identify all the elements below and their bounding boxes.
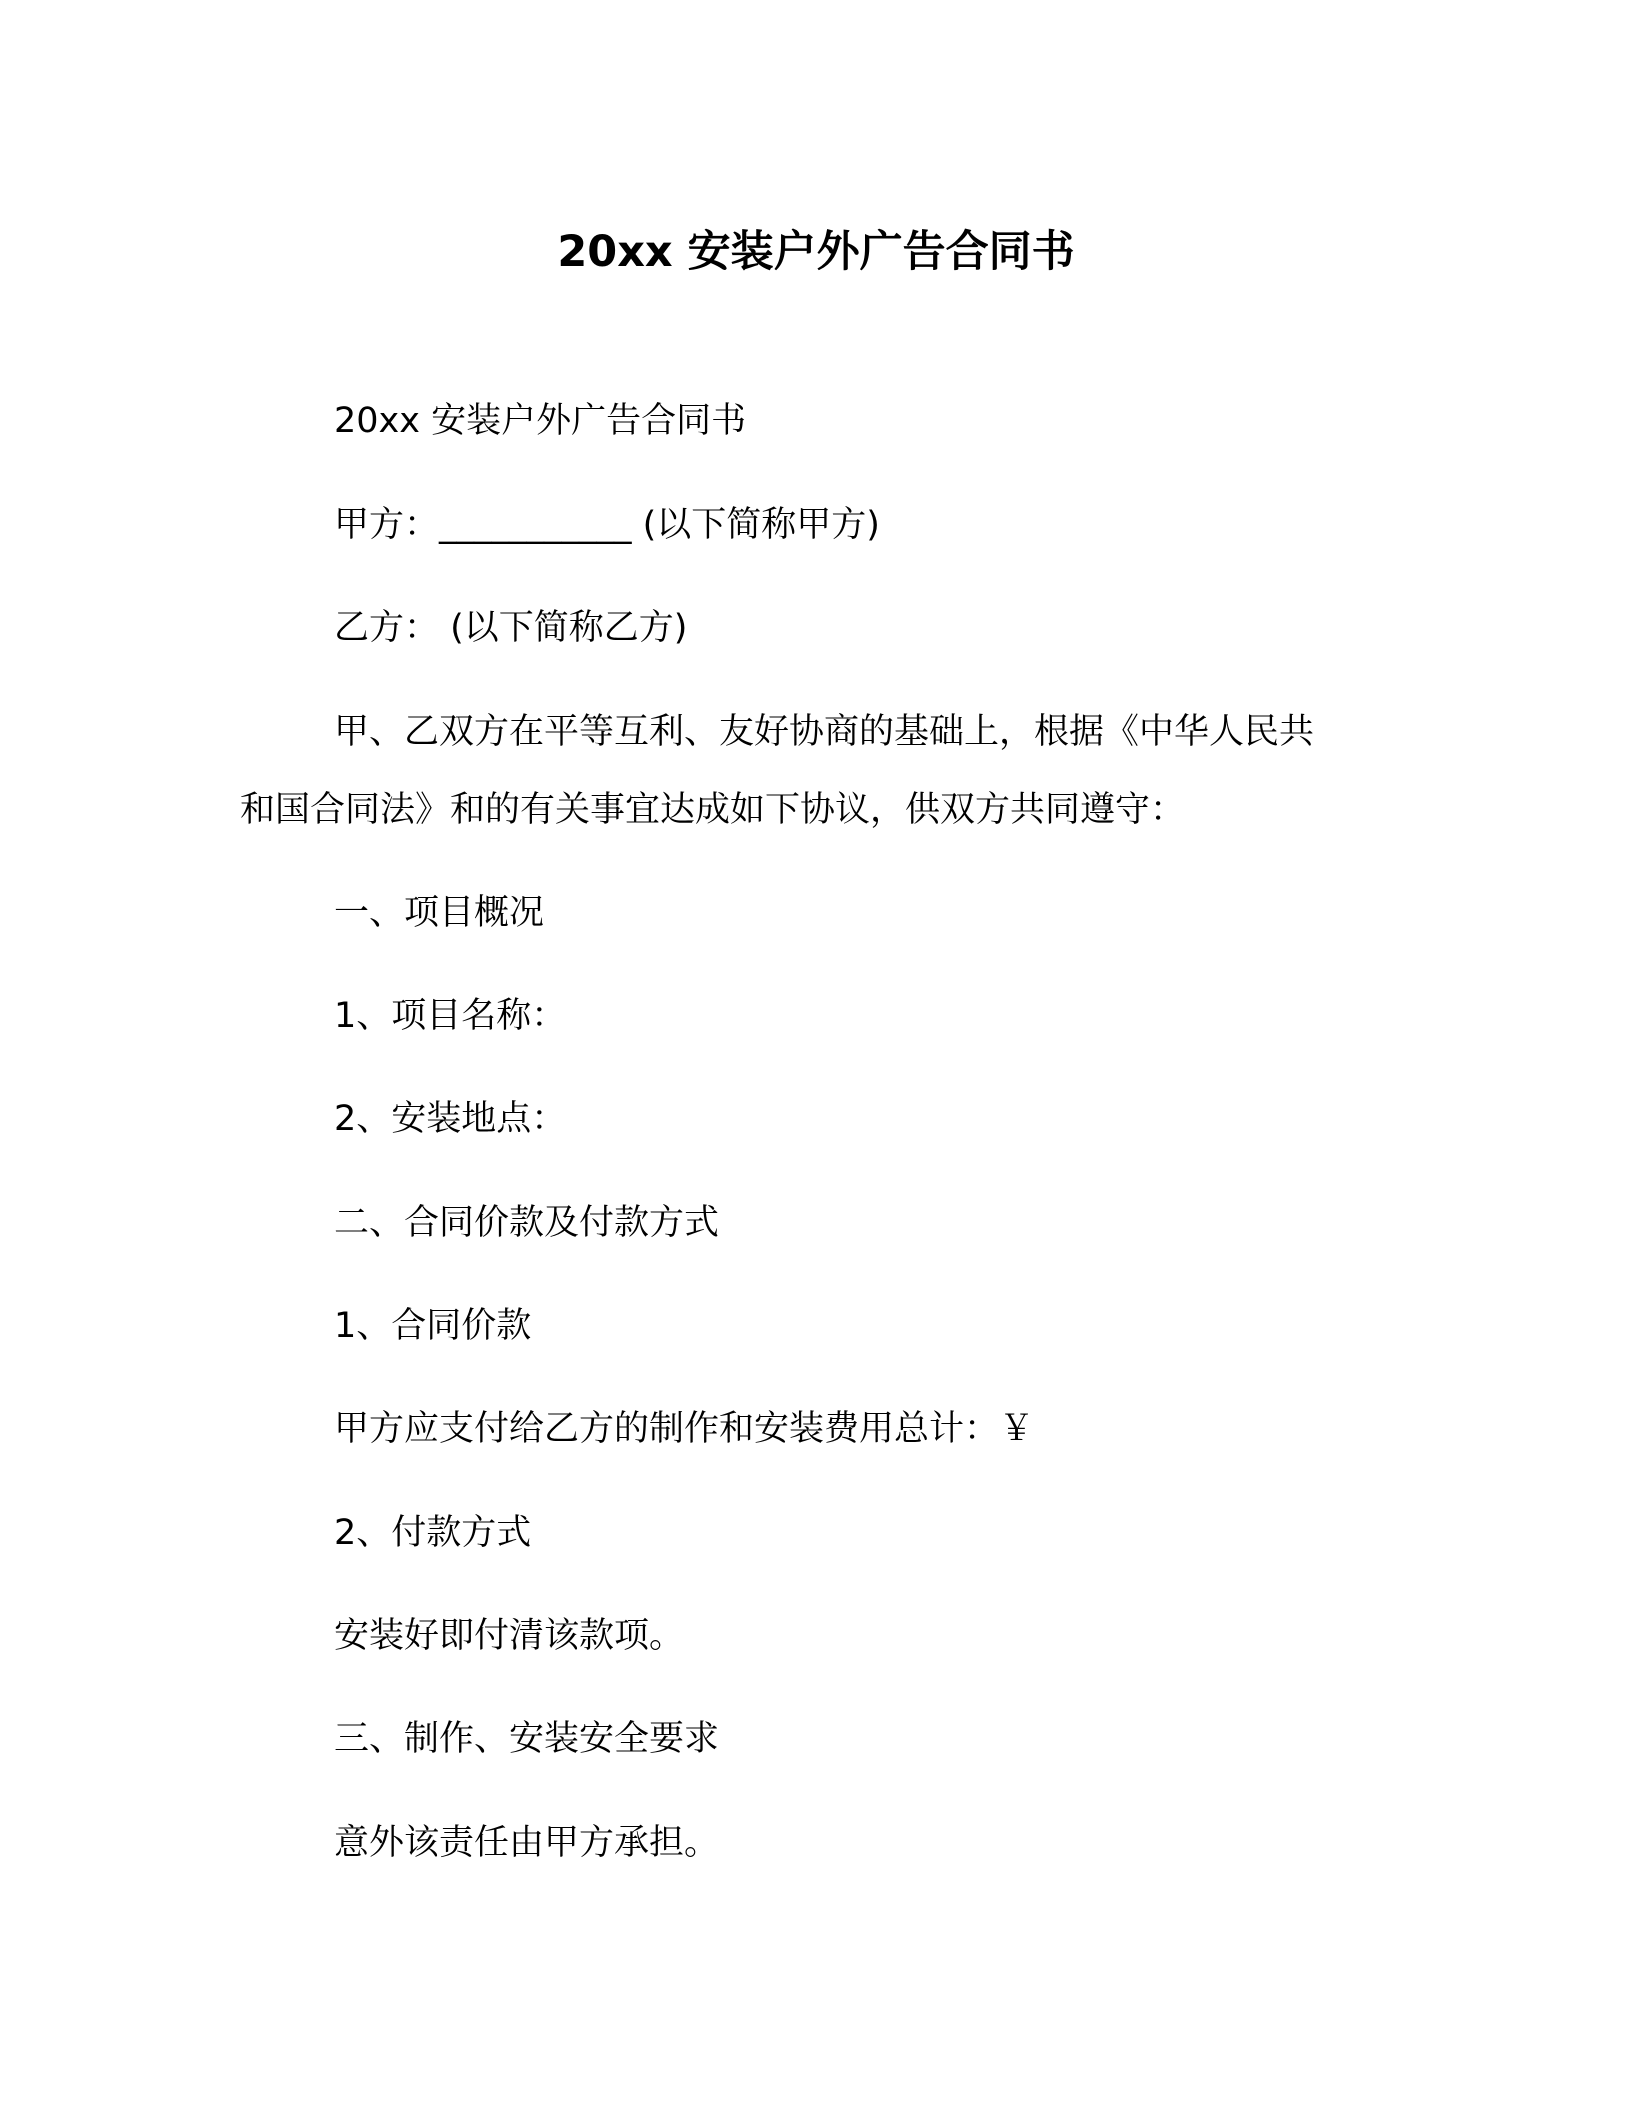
section-heading-3: 三、制作、安装安全要求: [334, 1719, 720, 1759]
liability-line: 意外该责任由甲方承担。: [334, 1823, 720, 1863]
install-location-line: 2、安装地点：: [334, 1099, 567, 1139]
payment-terms-line: 安装好即付清该款项。: [334, 1616, 685, 1656]
document-title: 20xx 安装户外广告合同书: [557, 227, 1075, 277]
party-a-line: 甲方：___________ (以下简称甲方): [334, 505, 880, 545]
payment-method-heading: 2、付款方式: [334, 1513, 532, 1553]
project-name-line: 1、项目名称：: [334, 996, 567, 1036]
party-b-line: 乙方： (以下简称乙方): [334, 608, 688, 648]
preamble-line-2: 和国合同法》和的有关事宜达成如下协议，供双方共同遵守：: [240, 790, 1186, 830]
paragraph-heading-repeat: 20xx 安装户外广告合同书: [334, 401, 747, 441]
total-fee-line: 甲方应支付给乙方的制作和安装费用总计：￥: [334, 1409, 1035, 1449]
contract-price-heading: 1、合同价款: [334, 1306, 532, 1346]
preamble-line-1: 甲、乙双方在平等互利、友好协商的基础上，根据《中华人民共: [334, 712, 1315, 752]
section-heading-1: 一、项目概况: [334, 893, 545, 933]
section-heading-2: 二、合同价款及付款方式: [334, 1203, 720, 1243]
